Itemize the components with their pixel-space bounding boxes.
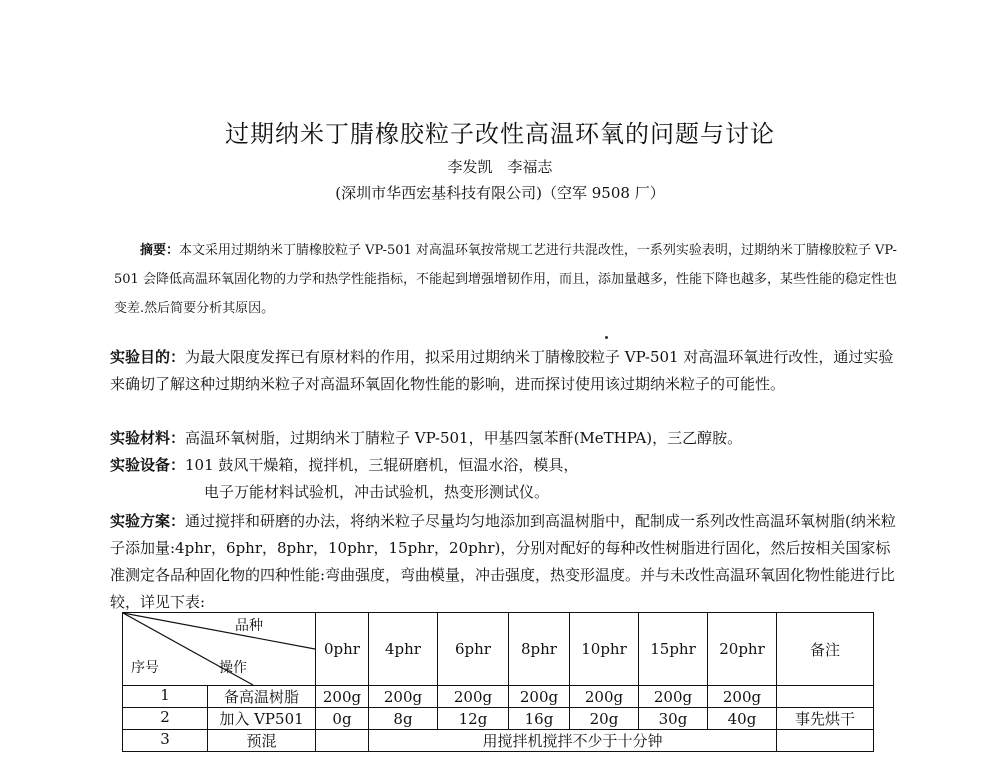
row-index: 3: [123, 730, 208, 751]
plan-paragraph: [110, 508, 900, 616]
column-header: 10phr: [570, 613, 639, 686]
authors: 李发凯 李福志: [447, 158, 553, 176]
spanning-cell: 用搅拌机搅拌不少于十分钟: [369, 730, 777, 752]
table-cell: [316, 730, 369, 752]
table-cell: 40g: [708, 708, 777, 730]
affiliation: (深圳市华西宏基科技有限公司)（空军 9508 厂）: [335, 184, 665, 202]
table-cell: 200g: [708, 686, 777, 708]
remark-header: 备注: [777, 613, 874, 686]
equipment-label: 实验设备：: [110, 456, 186, 474]
column-header: 8phr: [509, 613, 570, 686]
column-header: 15phr: [639, 613, 708, 686]
table-cell: 200g: [369, 686, 438, 708]
column-header: 0phr: [316, 613, 369, 686]
table-cell: 200g: [509, 686, 570, 708]
column-header: 4phr: [369, 613, 438, 686]
table-cell: 16g: [509, 708, 570, 730]
header-operation: 操作: [219, 660, 247, 676]
speck-mark: [605, 336, 608, 339]
abstract-text: 本文采用过期纳米丁腈橡胶粒子 VP-501 对高温环氧按常规工艺进行共混改性，一系列实验表明，过期纳米丁腈橡胶粒子 VP-501 会降低高温环氧固化物的力学和热学性能指标，不能起到增强增韧作用，而且，添加量越多，性能下降也越多，某些性能的稳定性也变差.然后简要分析其原因。: [114, 243, 897, 316]
equipment-line-1: 101 鼓风干燥箱，搅拌机，三辊研磨机，恒温水浴，模具，: [185, 456, 579, 474]
materials-text: 高温环氧树脂，过期纳米丁腈粒子 VP-501，甲基四氢苯酐(MeTHPA)，三乙醇胺。: [185, 429, 743, 447]
table-cell: 12g: [438, 708, 509, 730]
plan-label: 实验方案：: [110, 512, 186, 530]
table-cell: 8g: [369, 708, 438, 730]
experiment-table: [122, 612, 874, 752]
purpose-text: 为最大限度发挥已有原材料的作用，拟采用过期纳米丁腈橡胶粒子 VP-501 对高温环氧进行改性，通过实验来确切了解这种过期纳米粒子对高温环氧固化物性能的影响，进而探讨使用该过期纳米粒子的可能性。: [110, 348, 894, 393]
table-cell: 20g: [570, 708, 639, 730]
table-row: [123, 686, 874, 708]
materials-label: 实验材料：: [110, 429, 186, 447]
table-cell: 0g: [316, 708, 369, 730]
row-operation: 备高温树脂: [223, 688, 299, 706]
equipment-paragraph: [110, 452, 900, 479]
row-cell: [123, 730, 316, 752]
page-title: 过期纳米丁腈橡胶粒子改性高温环氧的问题与讨论: [225, 120, 775, 148]
table-row: [123, 708, 874, 730]
table-cell: 200g: [639, 686, 708, 708]
table-cell: 200g: [570, 686, 639, 708]
row-operation: 预混: [246, 732, 277, 750]
abstract: [114, 236, 900, 323]
diagonal-header-cell: [123, 613, 316, 686]
row-index: 1: [123, 686, 208, 707]
header-variety: 品种: [235, 618, 263, 634]
purpose-label: 实验目的：: [110, 348, 186, 366]
table-row: [123, 730, 874, 752]
remark-cell: 事先烘干: [777, 708, 874, 730]
table-header-row: [123, 613, 874, 686]
column-header: 6phr: [438, 613, 509, 686]
remark-cell: [777, 686, 874, 708]
row-index: 2: [123, 708, 208, 729]
row-operation: 加入 VP501: [219, 710, 304, 728]
purpose-paragraph: [110, 344, 900, 398]
materials-paragraph: [110, 425, 900, 452]
header-index: 序号: [131, 660, 159, 676]
column-header: 20phr: [708, 613, 777, 686]
abstract-label: 摘要：: [140, 243, 180, 258]
remark-cell: [777, 730, 874, 752]
plan-text: 通过搅拌和研磨的办法，将纳米粒子尽量均匀地添加到高温树脂中，配制成一系列改性高温环氧树脂(纳米粒子添加量:4phr，6phr，8phr，10phr，15phr，20phr)，分别对配好的每种改性树脂进行固化，然后按相关国家标准测定各品种固化物的四种性能:弯曲强度，弯曲模量，冲击强度，热变形温度。并与未改性高温环氧固化物性能进行比较，详见下表:: [110, 512, 896, 611]
table-cell: 200g: [438, 686, 509, 708]
row-cell: [123, 708, 316, 730]
equipment-line-2: 电子万能材料试验机，冲击试验机，热变形测试仪。: [204, 483, 550, 501]
row-cell: [123, 686, 316, 708]
table-cell: 200g: [316, 686, 369, 708]
table-cell: 30g: [639, 708, 708, 730]
